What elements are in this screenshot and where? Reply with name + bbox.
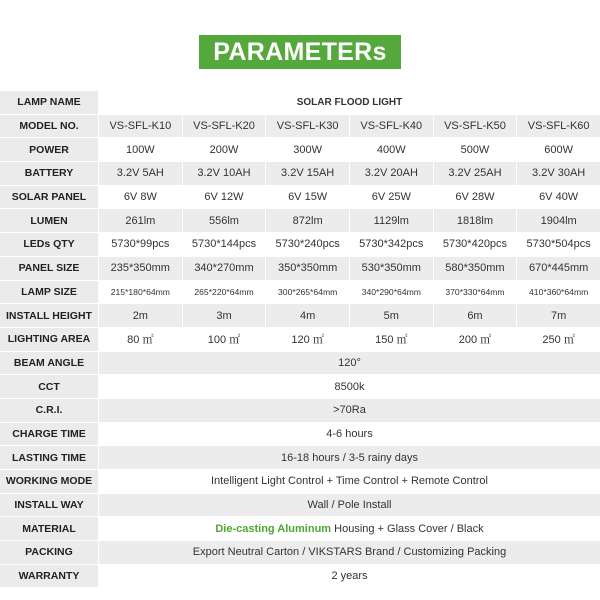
row-label: WARRANTY <box>0 565 98 588</box>
table-cell: 261lm <box>98 209 182 232</box>
table-cell: 6V 25W <box>349 186 433 209</box>
table-cell-span: Export Neutral Carton / VIKSTARS Brand / Customizing Packing <box>98 541 600 564</box>
table-cell: 3.2V 25AH <box>433 162 517 185</box>
table-cell: 6V 8W <box>98 186 182 209</box>
table-cell: 410*360*64mm <box>516 281 600 304</box>
row-label: PACKING <box>0 541 98 564</box>
table-cell-span: 8500k <box>98 375 600 398</box>
table-cell: 5730*420pcs <box>433 233 517 256</box>
row-label: C.R.I. <box>0 399 98 422</box>
row-label: LUMEN <box>0 209 98 232</box>
row-label: LAMP SIZE <box>0 281 98 304</box>
row-label: LAMP NAME <box>0 91 98 114</box>
table-cell: 3.2V 5AH <box>98 162 182 185</box>
table-cell: 580*350mm <box>433 257 517 280</box>
table-row-cct <box>0 375 600 398</box>
parameters-table-body <box>0 91 600 587</box>
row-label: MATERIAL <box>0 517 98 540</box>
row-label: POWER <box>0 138 98 161</box>
table-row-charge-time <box>0 423 600 446</box>
table-cell: VS-SFL-K50 <box>433 115 517 138</box>
table-cell: 5730*342pcs <box>349 233 433 256</box>
table-row-model-no <box>0 115 600 138</box>
table-cell: VS-SFL-K30 <box>265 115 349 138</box>
table-cell: 1818lm <box>433 209 517 232</box>
table-cell: 370*330*64mm <box>433 281 517 304</box>
row-label: BATTERY <box>0 162 98 185</box>
table-cell: 5730*240pcs <box>265 233 349 256</box>
table-row-packing <box>0 541 600 564</box>
row-label: PANEL SIZE <box>0 257 98 280</box>
table-row-working-mode <box>0 470 600 493</box>
table-cell: 1129lm <box>349 209 433 232</box>
table-cell-span: Wall / Pole Install <box>98 494 600 517</box>
table-row-leds-qty <box>0 233 600 256</box>
table-cell: 670*445mm <box>516 257 600 280</box>
table-cell: 2m <box>98 304 182 327</box>
row-label: INSTALL WAY <box>0 494 98 517</box>
table-row-lamp-size <box>0 281 600 304</box>
table-cell: VS-SFL-K20 <box>182 115 266 138</box>
table-cell: 200 ㎡ <box>433 328 517 351</box>
table-cell-span: 4-6 hours <box>98 423 600 446</box>
table-row-material <box>0 517 600 540</box>
table-cell: 6V 28W <box>433 186 517 209</box>
table-cell: 4m <box>265 304 349 327</box>
row-label: CHARGE TIME <box>0 423 98 446</box>
table-cell: 3.2V 20AH <box>349 162 433 185</box>
table-row-power <box>0 138 600 161</box>
table-cell: 250 ㎡ <box>516 328 600 351</box>
table-cell: 340*290*64mm <box>349 281 433 304</box>
table-cell-span: 16-18 hours / 3-5 rainy days <box>98 446 600 469</box>
row-label: LIGHTING AREA <box>0 328 98 351</box>
table-row-lamp-name <box>0 91 600 114</box>
table-cell: 100W <box>98 138 182 161</box>
parameters-table <box>0 90 600 588</box>
row-label: WORKING MODE <box>0 470 98 493</box>
table-cell: 5730*144pcs <box>182 233 266 256</box>
table-cell: 350*350mm <box>265 257 349 280</box>
table-row-install-way <box>0 494 600 517</box>
table-cell: 80 ㎡ <box>98 328 182 351</box>
table-cell: 300*265*64mm <box>265 281 349 304</box>
table-cell: 530*350mm <box>349 257 433 280</box>
table-cell-span: 120° <box>98 352 600 375</box>
table-cell: 6V 40W <box>516 186 600 209</box>
row-label: BEAM ANGLE <box>0 352 98 375</box>
table-cell: 600W <box>516 138 600 161</box>
table-cell: 340*270mm <box>182 257 266 280</box>
table-cell: 3.2V 30AH <box>516 162 600 185</box>
table-row-solar-panel <box>0 186 600 209</box>
table-cell: VS-SFL-K10 <box>98 115 182 138</box>
table-cell: 6V 15W <box>265 186 349 209</box>
table-row-panel-size <box>0 257 600 280</box>
table-cell: 300W <box>265 138 349 161</box>
table-row-install-height <box>0 304 600 327</box>
table-cell: 500W <box>433 138 517 161</box>
table-row-lasting-time <box>0 446 600 469</box>
table-cell: 400W <box>349 138 433 161</box>
table-cell: 3.2V 15AH <box>265 162 349 185</box>
row-label: LASTING TIME <box>0 446 98 469</box>
table-cell: 3m <box>182 304 266 327</box>
table-cell: 235*350mm <box>98 257 182 280</box>
table-cell: 556lm <box>182 209 266 232</box>
table-cell: 5730*504pcs <box>516 233 600 256</box>
lamp-name-value: SOLAR FLOOD LIGHT <box>98 91 600 114</box>
row-label: INSTALL HEIGHT <box>0 304 98 327</box>
table-row-beam-angle <box>0 352 600 375</box>
table-cell: 3.2V 10AH <box>182 162 266 185</box>
table-cell: 1904lm <box>516 209 600 232</box>
table-cell: 200W <box>182 138 266 161</box>
table-cell: 215*180*64mm <box>98 281 182 304</box>
table-cell-span <box>98 517 600 540</box>
table-cell-span: Intelligent Light Control + Time Control + Remote Control <box>98 470 600 493</box>
table-cell: 265*220*64mm <box>182 281 266 304</box>
table-cell: 6V 12W <box>182 186 266 209</box>
table-row-c-r-i <box>0 399 600 422</box>
table-row-warranty <box>0 565 600 588</box>
table-cell: 7m <box>516 304 600 327</box>
row-label: LEDs QTY <box>0 233 98 256</box>
table-cell-span: >70Ra <box>98 399 600 422</box>
table-cell: 872lm <box>265 209 349 232</box>
row-label: MODEL NO. <box>0 115 98 138</box>
row-label: SOLAR PANEL <box>0 186 98 209</box>
row-label: CCT <box>0 375 98 398</box>
table-cell: 100 ㎡ <box>182 328 266 351</box>
table-cell: 5730*99pcs <box>98 233 182 256</box>
table-cell: VS-SFL-K60 <box>516 115 600 138</box>
table-cell: 5m <box>349 304 433 327</box>
table-row-lumen <box>0 209 600 232</box>
table-cell: 150 ㎡ <box>349 328 433 351</box>
table-cell: 6m <box>433 304 517 327</box>
page-title: PARAMETERs <box>199 35 401 69</box>
table-cell-span: 2 years <box>98 565 600 588</box>
material-highlight: Die-casting Aluminum <box>215 522 332 535</box>
table-cell: VS-SFL-K40 <box>349 115 433 138</box>
table-cell: 120 ㎡ <box>265 328 349 351</box>
table-row-lighting-area <box>0 328 600 351</box>
table-row-battery <box>0 162 600 185</box>
material-value: Housing + Glass Cover / Black <box>334 522 484 535</box>
